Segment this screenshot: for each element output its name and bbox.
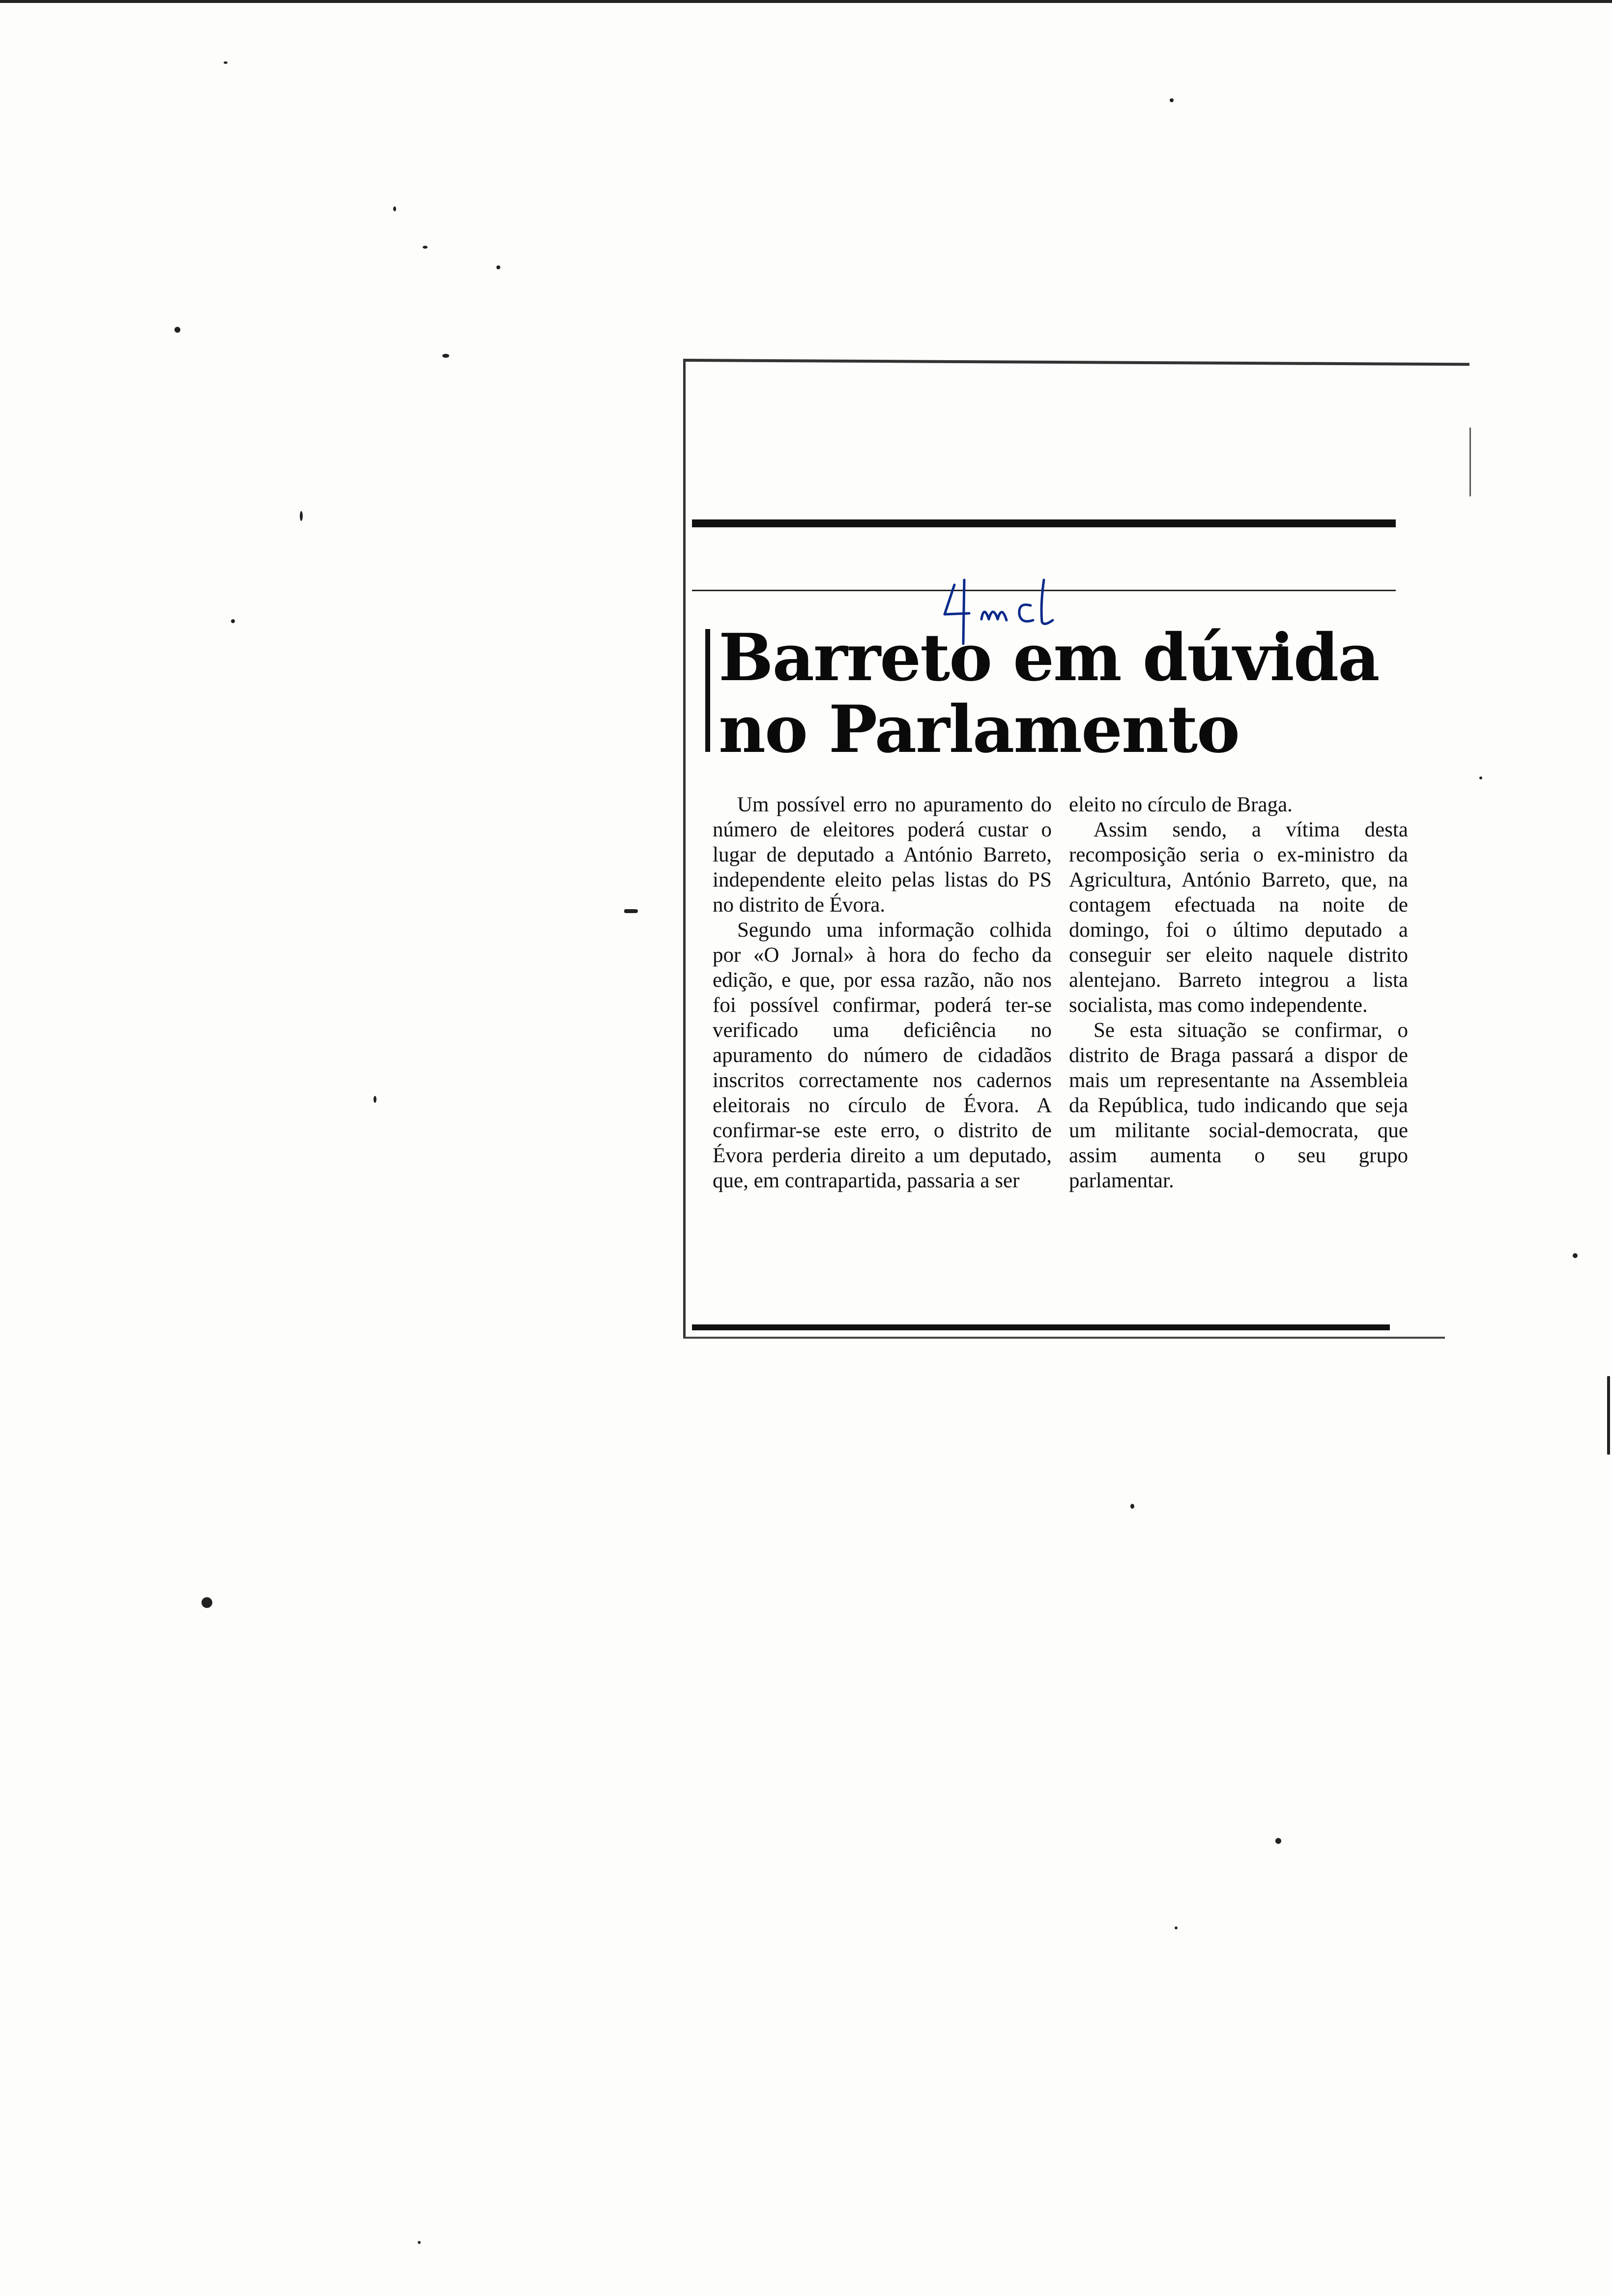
handwritten-annotation bbox=[935, 575, 1063, 649]
scan-speck bbox=[1573, 1253, 1578, 1258]
scan-speck bbox=[1479, 776, 1482, 779]
scan-speck bbox=[374, 1096, 376, 1103]
article-paragraph: Se esta situação se confirmar, o distrito de Braga passará a dispor de mais um representante na Assembleia da República, tudo indicando que seja um militante social-democrata, que assim aumenta o seu grupo parlamentar. bbox=[1069, 1019, 1408, 1192]
article-paragraph: Segundo uma informação colhida por «O Jornal» à hora do fecho da edição, e que, por essa razão, não nos foi possível confirmar, poderá ter-se verificado uma deficiência no apuramento do número de cidadãos inscritos correctamente nos cadernos eleitorais no círculo de Évora. A confirmar-se este erro, o distrito de Évora perderia direito a um deputado, que, em contrapartida, passaria a ser bbox=[713, 918, 1052, 1192]
headline-bar bbox=[705, 629, 710, 752]
clipping-top-edge bbox=[683, 359, 1469, 366]
clipping-right-edge bbox=[1469, 428, 1471, 496]
clipping-thick-rule bbox=[692, 519, 1396, 527]
scan-speck bbox=[300, 511, 303, 521]
scan-speck bbox=[231, 619, 235, 623]
scan-speck bbox=[393, 206, 396, 211]
newspaper-clipping bbox=[683, 344, 1460, 1351]
article-column-left bbox=[713, 792, 1052, 1193]
handwritten-annotation-drawing bbox=[935, 575, 1063, 649]
headline-line-2: no Parlamento bbox=[719, 691, 1239, 768]
scan-speck bbox=[1275, 1838, 1281, 1844]
article-column-right bbox=[1069, 792, 1408, 1193]
scan-speck bbox=[1130, 1504, 1134, 1509]
headline bbox=[719, 622, 1416, 766]
scan-speck bbox=[202, 1597, 212, 1608]
clipping-left-edge bbox=[683, 359, 686, 1337]
clipping-bottom-edge bbox=[683, 1337, 1445, 1339]
article-paragraph: Assim sendo, a vítima desta recomposição seria o ex-ministro da Agricultura, António Barreto, que, na contagem efectuada na noite de domingo, foi o último deputado a conseguir ser eleito naquele distrito alentejano. Barreto integrou a lista socialista, mas como independente. bbox=[1069, 818, 1408, 1017]
scan-speck bbox=[624, 909, 636, 913]
article-paragraph: eleito no círculo de Braga. bbox=[1069, 793, 1293, 816]
scan-speck bbox=[418, 2241, 421, 2244]
scan-speck bbox=[224, 61, 228, 64]
scan-speck bbox=[1170, 98, 1174, 102]
scan-speck bbox=[496, 265, 500, 269]
page-top-rule bbox=[0, 0, 1612, 3]
scan-speck bbox=[174, 327, 180, 333]
clipping-bottom-rule bbox=[692, 1324, 1390, 1330]
scan-speck bbox=[1607, 1376, 1610, 1455]
article-paragraph: Um possível erro no apuramento do número de eleitores poderá custar o lugar de deputado a António Barreto, independente eleito pelas listas do PS no distrito de Évora. bbox=[713, 793, 1052, 917]
scan-speck bbox=[1175, 1926, 1178, 1929]
headline-line-1: Barreto em dúvida bbox=[719, 620, 1379, 696]
scan-speck bbox=[442, 354, 449, 358]
scan-speck bbox=[423, 246, 428, 249]
